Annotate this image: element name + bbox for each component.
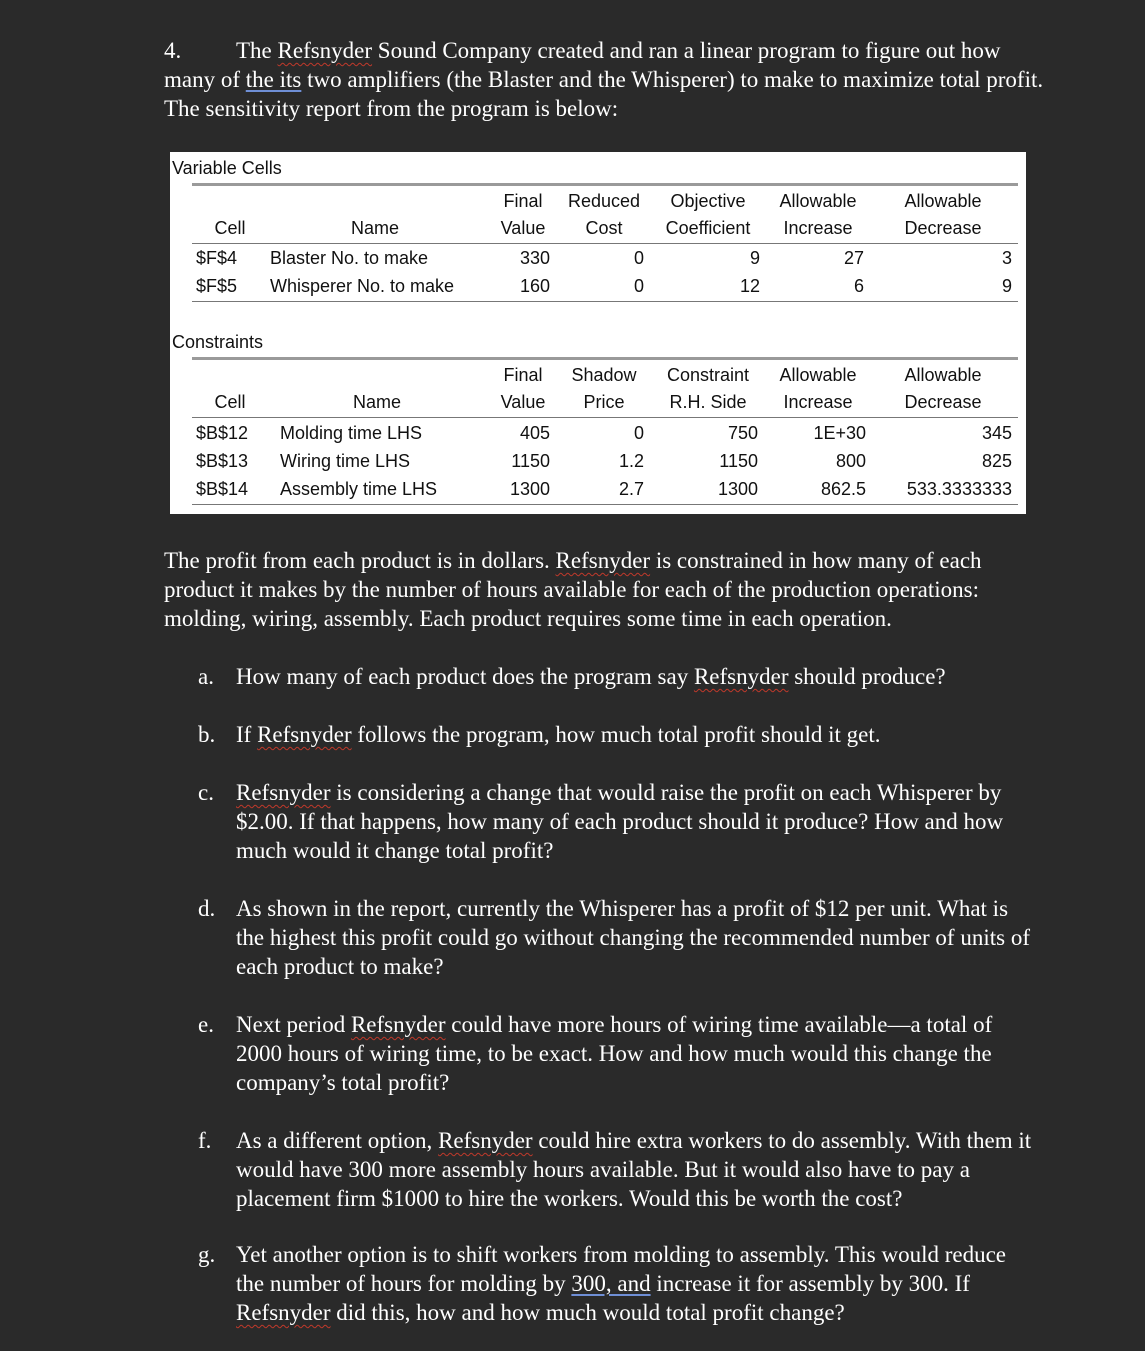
header-cell: Cell bbox=[214, 392, 246, 412]
divider bbox=[192, 183, 1018, 186]
header-cell: Cell bbox=[214, 218, 246, 238]
sensitivity-report: Variable Cells Final Value Reduced Cost Objective Coefficient Allowable Increase Allowable Decrease Cell Name $F$4 Blaster No. to make 330 0 9 27 3 $F$5 Whisperer No. to make 160 0 12 6 9 Constraints Final Value Shadow Price Constraint R.H. Side Allowable Increase Allowable Decrease Cell Name $B$12 Molding time LHS 405 0 750 1E+30 345 $B$13 Wiring time LHS 1150 1.2 1150 800 825 $B$14 Assembly time LHS 1300 2.7 1300 862.5 533.3333333 bbox=[170, 152, 1026, 514]
question-letter: e. bbox=[198, 1012, 214, 1037]
header-allowable-decrease: Allowable Decrease bbox=[904, 191, 982, 238]
header-allowable-decrease: Allowable Decrease bbox=[904, 365, 982, 412]
question-b: b. If Refsnyder follows the program, how much total profit should it get. bbox=[198, 722, 881, 747]
question-letter: d. bbox=[198, 896, 216, 921]
question-number: 4. bbox=[164, 38, 182, 63]
divider bbox=[192, 243, 1018, 244]
question-letter: b. bbox=[198, 722, 216, 747]
question-f: f. As a different option, Refsnyder could hire extra workers to do assembly. With them it would have 300 more assembly hours available. But it would also have to pay a placement firm $1000 to hire the workers. Would this be worth the cost? bbox=[198, 1128, 1032, 1211]
question-letter: c. bbox=[198, 780, 214, 805]
question-intro: 4. The Refsnyder Sound Company created and ran a linear program to figure out how many of the its two amplifiers (the Blaster and the Whisperer) to make to maximize total profit. The sensitivity report from the program is below: bbox=[164, 38, 1044, 121]
constraints-title: Constraints bbox=[172, 332, 264, 352]
divider bbox=[192, 357, 1018, 360]
header-name: Name bbox=[350, 218, 399, 238]
company-name: Refsnyder bbox=[277, 38, 373, 63]
variable-cells-title: Variable Cells bbox=[172, 158, 282, 178]
company-name: Refsnyder bbox=[555, 548, 651, 573]
header-final-value: Final Value bbox=[500, 191, 546, 238]
header-objective-coefficient: Objective Coefficient bbox=[665, 191, 751, 238]
header-constraint-rhs: Constraint R.H. Side bbox=[666, 365, 750, 412]
header-final-value: Final Value bbox=[500, 365, 546, 412]
header-allowable-increase: Allowable Increase bbox=[779, 191, 857, 238]
question-a: a. How many of each product does the program say Refsnyder should produce? bbox=[198, 664, 946, 689]
header-allowable-increase: Allowable Increase bbox=[779, 365, 857, 412]
question-e: e. Next period Refsnyder could have more hours of wiring time available—a total of 2000 hours of wiring time, to be exact. How and how much would this change the company’s total profit? bbox=[198, 1012, 993, 1095]
question-letter: a. bbox=[198, 664, 214, 689]
question-letter: f. bbox=[198, 1128, 212, 1153]
header-shadow-price: Shadow Price bbox=[571, 365, 637, 412]
question-c: c. Refsnyder is considering a change that would raise the profit on each Whisperer by $2.00. If that happens, how many of each product should it produce? How and how much would it change total profit? bbox=[198, 780, 1004, 863]
context-paragraph: The profit from each product is in dollars. Refsnyder is constrained in how many of each product it makes by the number of hours available for each of the production operations: molding, wiring, assembly. Each product requires some time in each operation. bbox=[164, 548, 982, 631]
question-g: g. Yet another option is to shift workers from molding to assembly. This would reduce the number of hours for molding by 300, and increase it for assembly by 300. If Refsnyder did this, how and how much would total profit change? bbox=[198, 1242, 1006, 1325]
header-name: Name bbox=[352, 392, 401, 412]
question-d: d. As shown in the report, currently the Whisperer has a profit of $12 per unit. What is the highest this profit could go without changing the recommended number of units of each product to make? bbox=[198, 896, 1030, 979]
divider bbox=[192, 504, 1018, 505]
divider bbox=[192, 301, 1018, 302]
question-letter: g. bbox=[198, 1242, 216, 1267]
header-reduced-cost: Reduced Cost bbox=[567, 191, 641, 238]
divider bbox=[192, 417, 1018, 418]
